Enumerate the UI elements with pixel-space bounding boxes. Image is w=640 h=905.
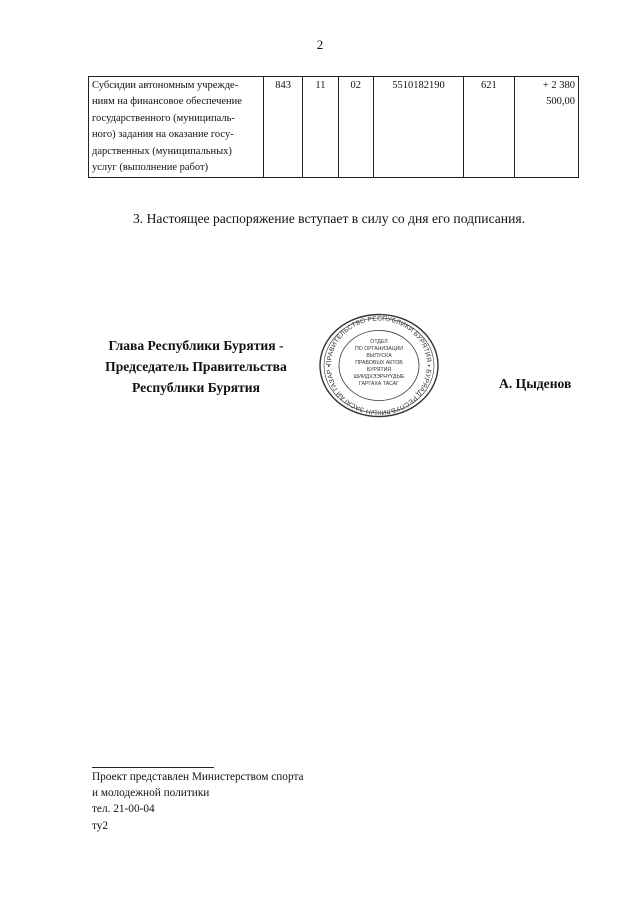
budget-table <box>88 76 579 178</box>
footnote-line: тел. 21-00-04 <box>92 803 155 815</box>
description-line: услуг (выполнение работ) <box>92 162 209 174</box>
page-number: 2 <box>316 37 324 52</box>
seal-line: ВЫПУСКА <box>366 353 392 359</box>
signer-title <box>92 335 300 398</box>
cell-code: 843 <box>263 77 302 178</box>
seal-line: ШИИДХЭЭРНҮҮДЫЕ <box>353 374 405 380</box>
seal-line: ПО ОРГАНИЗАЦИИ <box>355 346 403 352</box>
signer-title-line: Председатель Правительства <box>105 359 287 374</box>
description-line: Субсидии автономным учрежде- <box>92 80 239 91</box>
description-line: ниям на финансовое обеспечение <box>92 96 242 108</box>
table-row <box>89 77 579 178</box>
paragraph-3: 3. Настоящее распоряжение вступает в силу со дня его подписания. <box>133 211 526 226</box>
footnote-line: и молодежной политики <box>92 787 210 799</box>
cell-subsection: 02 <box>338 77 373 178</box>
official-seal <box>318 313 440 418</box>
signer-title-line: Республики Бурятия <box>131 380 260 395</box>
cell-section: 11 <box>303 77 338 178</box>
seal-line: ГАРГАХА ТАСАГ <box>359 381 399 387</box>
seal-line: БУРЯТИЯ <box>366 367 392 373</box>
row-description <box>89 77 264 178</box>
description-line: государственного (муниципаль- <box>92 112 235 124</box>
document-code: ту2 <box>92 820 109 832</box>
seal-line: ОТДЕЛ <box>370 339 388 345</box>
cell-target-article: 5510182190 <box>373 77 463 178</box>
footnote-divider <box>92 767 214 768</box>
svg-text:ПРАВИТЕЛЬСТВО РЕСПУБЛИКИ БУРЯТ: ПРАВИТЕЛЬСТВО РЕСПУБЛИКИ БУРЯТИЯ • БУРЯАД РЕСПУБЛИКЫН ЗАСАГАЙ ГАЗАР • <box>325 315 433 416</box>
cell-amount: + 2 380 500,00 <box>514 77 578 178</box>
seal-line: ПРАВОВЫХ АКТОВ <box>355 360 403 366</box>
signer-name: А. Цыденов <box>499 376 572 391</box>
description-line: ного) задания на оказание госу- <box>92 129 234 141</box>
signer-title-line: Глава Республики Бурятия - <box>108 338 284 353</box>
description-line: дарственных (муниципальных) <box>92 145 232 157</box>
cell-expense-type: 621 <box>464 77 514 178</box>
footnote-line: Проект представлен Министерством спорта <box>92 771 304 783</box>
footnote <box>92 769 304 817</box>
